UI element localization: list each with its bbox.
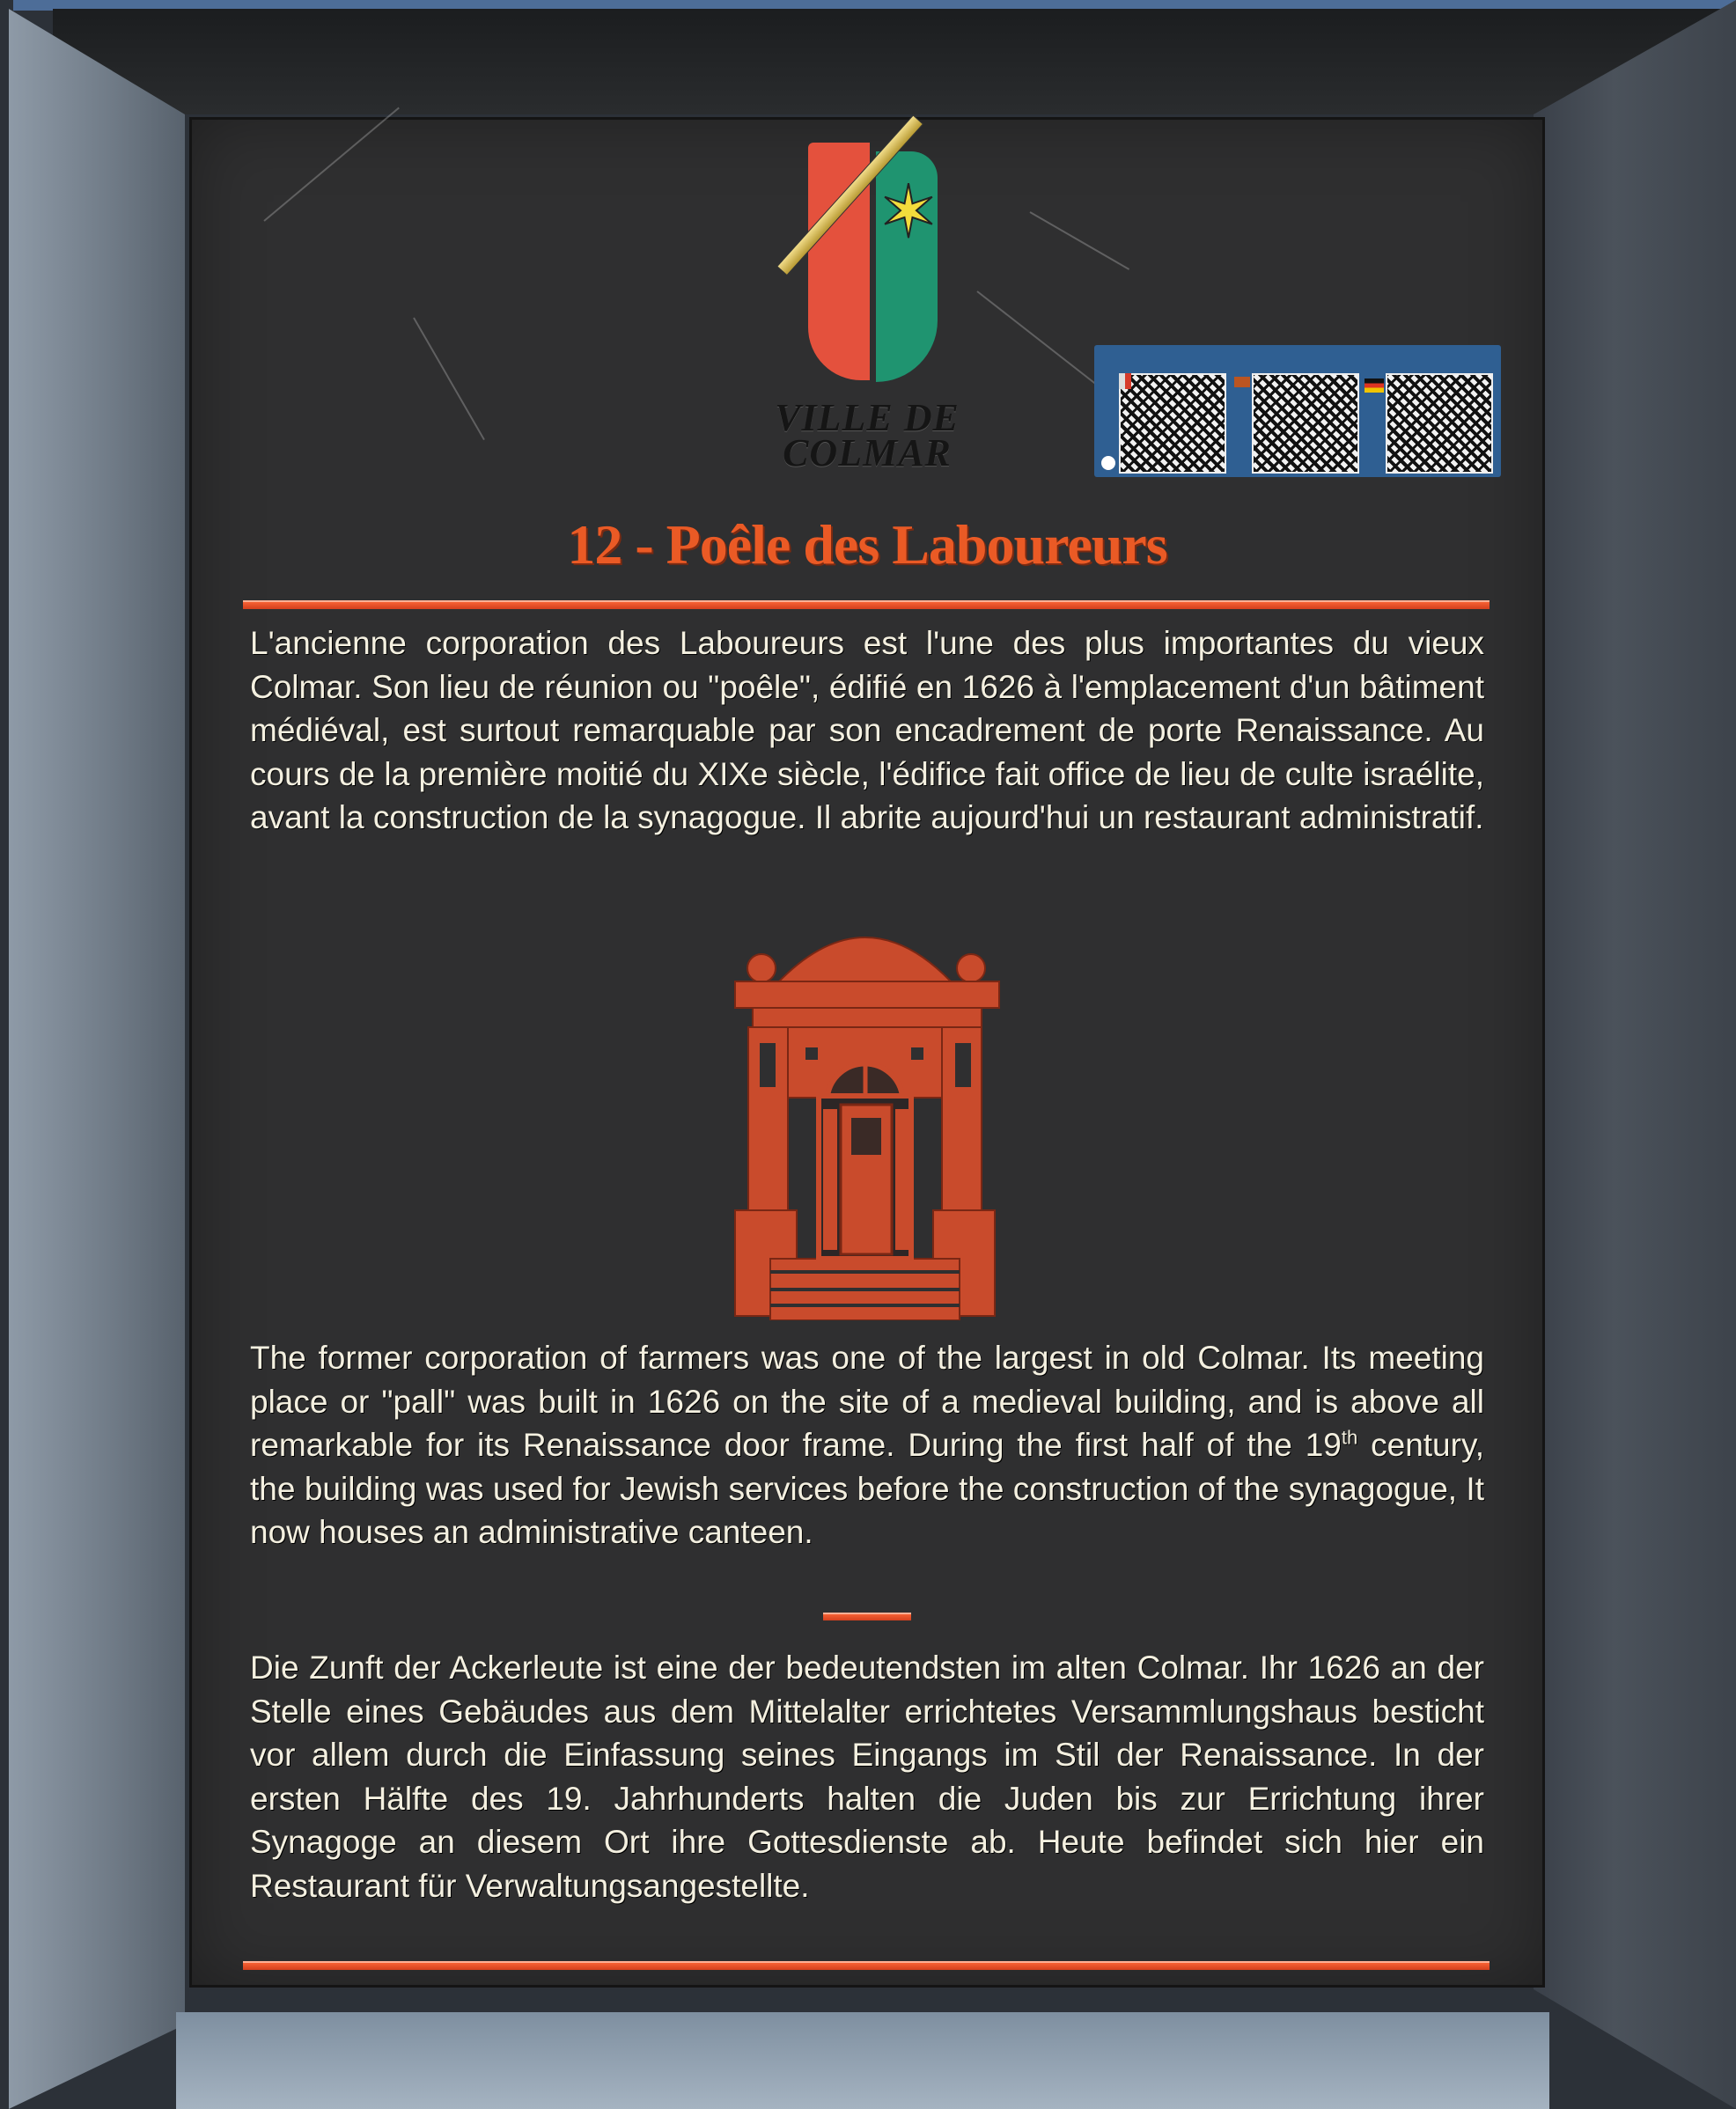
qr-badge-icon — [1101, 456, 1115, 470]
qr-caption — [1248, 354, 1358, 373]
paragraph-french: L'ancienne corporation des Laboureurs est l'une des plus importantes du vieux Colmar. Son lieu de réunion ou "poêle", édifié en 1626 à l'emplacement d'un bâtiment médiéval, est surtout remarquable par son encadrement de porte Renaissance. Au cours de la première moitié du XIXe siècle, l'édifice fait office de lieu de culte israélite, avant la construction de la synagogue. Il abrite aujourd'hui un restaurant administratif. — [250, 625, 1484, 836]
frame-right-bevel — [1534, 0, 1736, 2109]
qr-code-german[interactable] — [1382, 354, 1492, 474]
divider-middle — [823, 1613, 911, 1620]
paragraph-english-part2: century, the building was used for Jewish services before the construction of the synagogue, It now houses an administrative canteen. — [250, 1427, 1484, 1551]
qr-caption — [1115, 354, 1225, 373]
renaissance-door-illustration — [717, 898, 1012, 1320]
france-flag-icon — [1119, 373, 1131, 389]
paragraph-english-part1: The former corporation of farmers was one of the largest in old Colmar. Its meeting place or "pall" was built in 1626 on the site of a medieval building, and is above all remarkable for its Renaissance door frame. During the first half of the 19 — [250, 1340, 1484, 1464]
paragraph-english — [250, 1336, 1484, 1554]
sign-title: 12 - Poêle des Laboureurs — [567, 513, 1167, 576]
frame-top-bevel — [53, 9, 1725, 114]
qr-code-panel — [1094, 345, 1501, 477]
qr-code-image[interactable] — [1119, 373, 1226, 474]
qr-caption — [1382, 354, 1492, 373]
qr-code-english[interactable] — [1248, 354, 1358, 474]
divider-top — [243, 600, 1490, 609]
colmar-coat-of-arms-logo — [766, 132, 977, 396]
logo-star-icon: ✶ — [878, 173, 939, 253]
logo-text-line1: VILLE DE — [775, 396, 960, 439]
logo-text-line2: COLMAR — [783, 431, 952, 474]
frame-left-bevel — [9, 9, 185, 2109]
qr-code-image[interactable] — [1386, 373, 1493, 474]
uk-flag-icon — [1234, 377, 1250, 387]
qr-code-french[interactable] — [1115, 354, 1225, 474]
ordinal-superscript: th — [1341, 1426, 1358, 1449]
frame-bottom-bevel — [176, 2012, 1549, 2109]
germany-flag-icon — [1365, 378, 1384, 393]
divider-bottom — [243, 1961, 1490, 1970]
paragraph-german: Die Zunft der Ackerleute ist eine der bedeutendsten im alten Colmar. Ihr 1626 an der Stelle eines Gebäudes aus dem Mittelalter errichtetes Versammlungshaus besticht vor allem durch die Einfassung seines Eingangs im Stil der Renaissance. In der ersten Hälfte des 19. Jahrhunderts halten die Juden bis zur Errichtung ihrer Synagoge an diesem Ort ihre Gottesdienste ab. Heute befindet sich hier ein Restaurant für Verwaltungsangestellte. — [250, 1650, 1484, 1904]
logo-text — [735, 396, 999, 474]
qr-code-image[interactable] — [1252, 373, 1359, 474]
